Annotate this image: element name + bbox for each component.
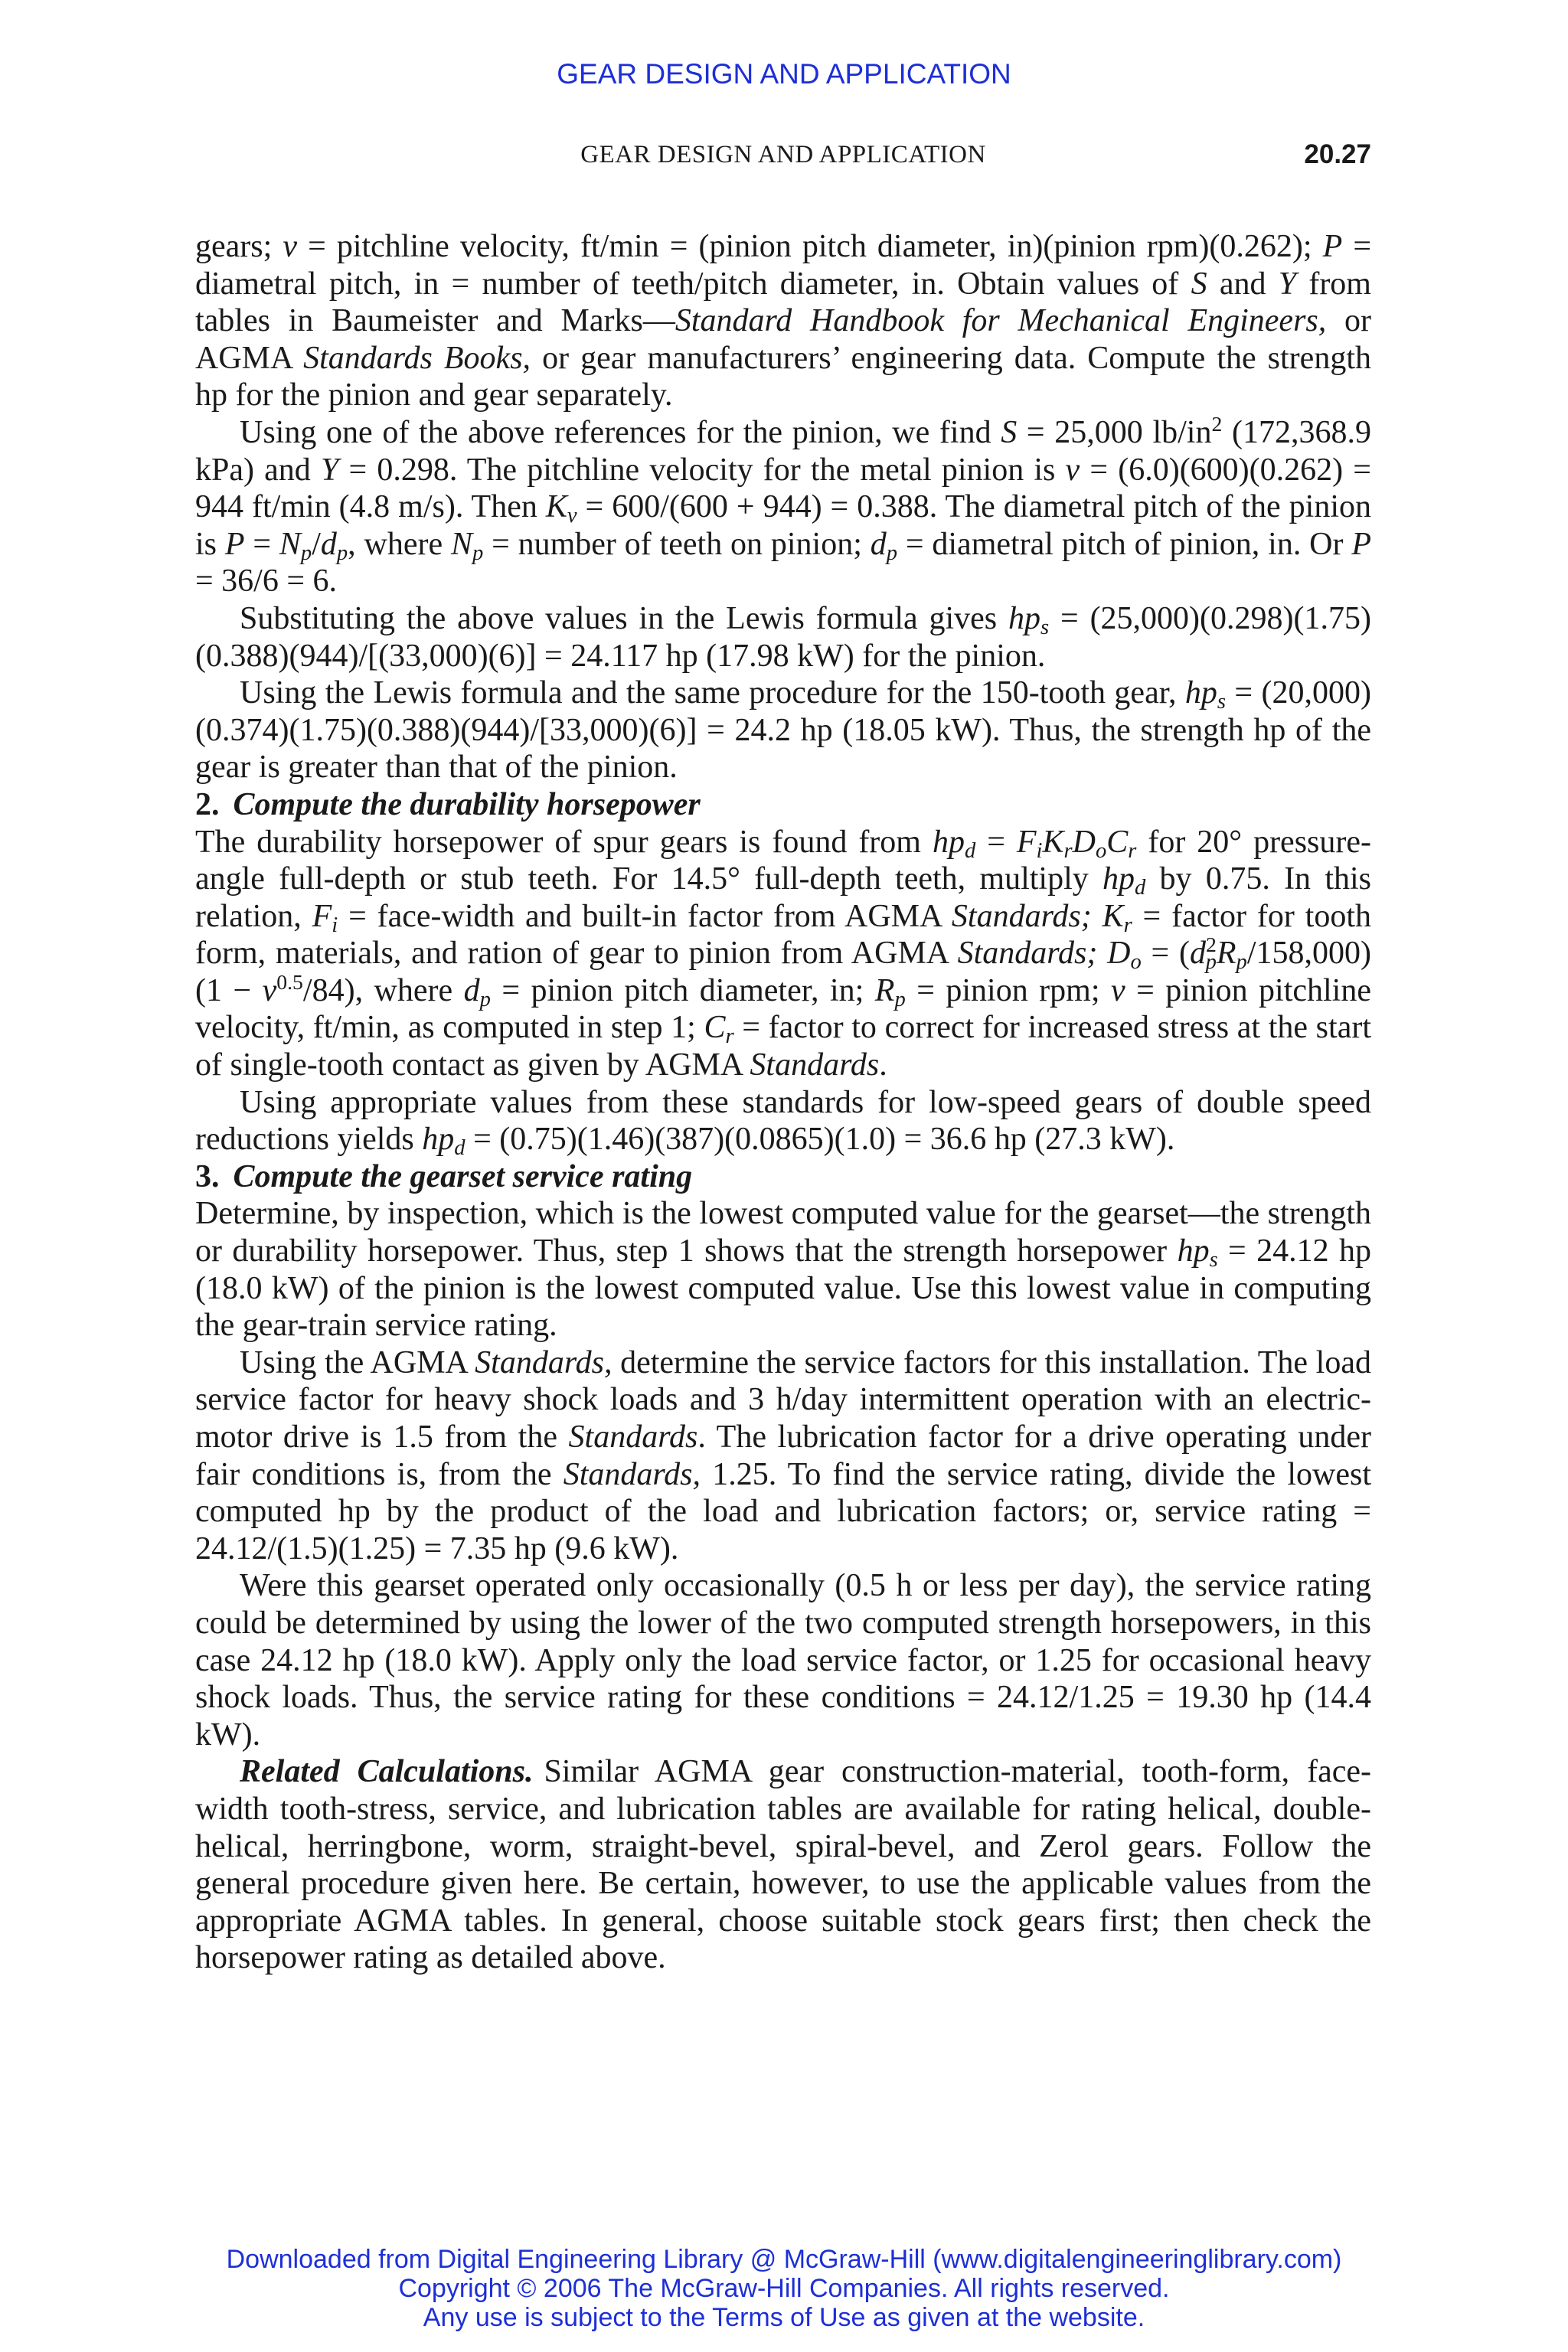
footer-download-link[interactable]: Downloaded from Digital Engineering Library @ McGraw-Hill (www.digitalengineeringlibrary.com) — [226, 2245, 1342, 2274]
page-number: 20.27 — [1304, 139, 1371, 169]
footer-terms[interactable]: Any use is subject to the Terms of Use as given at the website. — [423, 2303, 1145, 2332]
paragraph: Were this gearset operated only occasionally (0.5 h or less per day), the service rating could be determined by using the lower of the two computed strength horsepowers, in this case 24.12 hp (18.0 kW). Apply only the load service factor, or 1.25 for occasional heavy shock loads. Thus, the service rating for these conditions = 24.12/1.25 = 19.30 hp (14.4 kW). — [195, 1568, 1371, 1753]
running-head-title: GEAR DESIGN AND APPLICATION — [580, 141, 986, 168]
paragraph: Using one of the above references for the pinion, we find S = 25,000 $lb/in^2$ (172,368.9 kPa) and Y = 0.298. The pitchline velocity for the metal pinion is v = (6.0)(600)(0.262) = 944 ft/min (4.8 m/s). Then $K_v = 600/(600 + 944) = 0.388$. The diametral pitch of the pinion is $P = N_p/d_p$, where $N_p$ = number of teeth on pinion; $d_p$ = diametral pitch of pinion, in. Or P = 36/6 = 6. — [195, 411, 1371, 599]
chapter-banner[interactable]: GEAR DESIGN AND APPLICATION — [557, 58, 1011, 90]
footer — [0, 2245, 1568, 2332]
paragraph: Substituting the above values in the Lewis formula gives $hp_s = (25,000)(0.298)(1.75)(0.388)(944)/[(33,000)(6)] = 24.117$ hp (17.98 kW) for the pinion. — [195, 600, 1371, 674]
paragraph: Determine, by inspection, which is the lowest computed value for the gearset—the strength or durability horsepower. Thus, step 1 shows that the strength horsepower $hp_s = 24.12$ hp (18.0 kW) of the pinion is the lowest computed value. Use this lowest value in computing the gear-train service rating. — [195, 1196, 1372, 1344]
paragraph: The durability horsepower of spur gears is found from $hp_d = F_iK_rD_oC_r$ for 20° pressure-angle full-depth or stub teeth. For 14.5° full-depth teeth, multiply $hp_d$ by 0.75. In this relation, $F_i$ = face-width and built-in factor from AGMA Standards; $K_r$ = factor for tooth form, materials, and ration of gear to pinion from AGMA Standards; $D_o = (d^2_pR_p/158,000)(1 - v^{0.5}/84)$, where $d_p$ = pinion pitch diameter, in; $R_p$ = pinion rpm; v = pinion pitchline velocity, ft/min, as computed in step 1; $C_r$ = factor to correct for increased stress at the start of single-tooth contact as given by AGMA Standards. — [195, 824, 1372, 1083]
step-heading: 2. Compute the durability horsepower — [195, 786, 701, 822]
paragraph: Using the AGMA Standards, determine the service factors for this installation. The load service factor for heavy shock loads and 3 h/day intermittent operation with an electric-motor drive is 1.5 from the Standards. The lubrication factor for a drive operating under fair conditions is, from the Standards, 1.25. To find the service rating, divide the lowest computed hp by the product of the load and lubrication factors; or, service rating = 24.12/(1.5)(1.25) = 7.35 hp (9.6 kW). — [195, 1344, 1371, 1566]
footer-copyright[interactable]: Copyright © 2006 The McGraw-Hill Companies. All rights reserved. — [398, 2274, 1170, 2303]
paragraph: Using the Lewis formula and the same procedure for the 150-tooth gear, $hp_s = (20,000)(0.374)(1.75)(0.388)(944)/[33,000)(6)] = 24.2$ hp (18.05 kW). Thus, the strength hp of the gear is greater than that of the pinion. — [195, 675, 1371, 786]
running-head — [195, 141, 1371, 176]
paragraph: Using appropriate values from these standards for low-speed gears of double speed reductions yields $hp_d = (0.75)(1.46)(387)(0.0865)(1.0) = 36.6$ hp (27.3 kW). — [195, 1084, 1371, 1161]
paragraph: gears; v = pitchline velocity, ft/min = (pinion pitch diameter, in)(pinion rpm)(0.262); P = diametral pitch, in = number of teeth/pitch diameter, in. Obtain values of S and Y from tables in Baumeister and Marks—Standard Handbook for Mechanical Engineers, or AGMA Standards Books, or gear manufacturers’ engineering data. Compute the strength hp for the pinion and gear separately. — [195, 229, 1372, 413]
step-heading: 3. Compute the gearset service rating — [195, 1158, 693, 1194]
related-calculations: Related Calculations. Similar AGMA gear construction-material, tooth-form, face-width tooth-stress, service, and lubrication tables are available for rating helical, double-helical, herringbone, worm, straight-bevel, spiral-bevel, and Zerol gears. Follow the general procedure given here. Be certain, however, to use the applicable values from the appropriate AGMA tables. In general, choose suitable stock gears first; then check the horsepower rating as detailed above. — [195, 1754, 1371, 1976]
page-body — [195, 228, 1371, 1977]
